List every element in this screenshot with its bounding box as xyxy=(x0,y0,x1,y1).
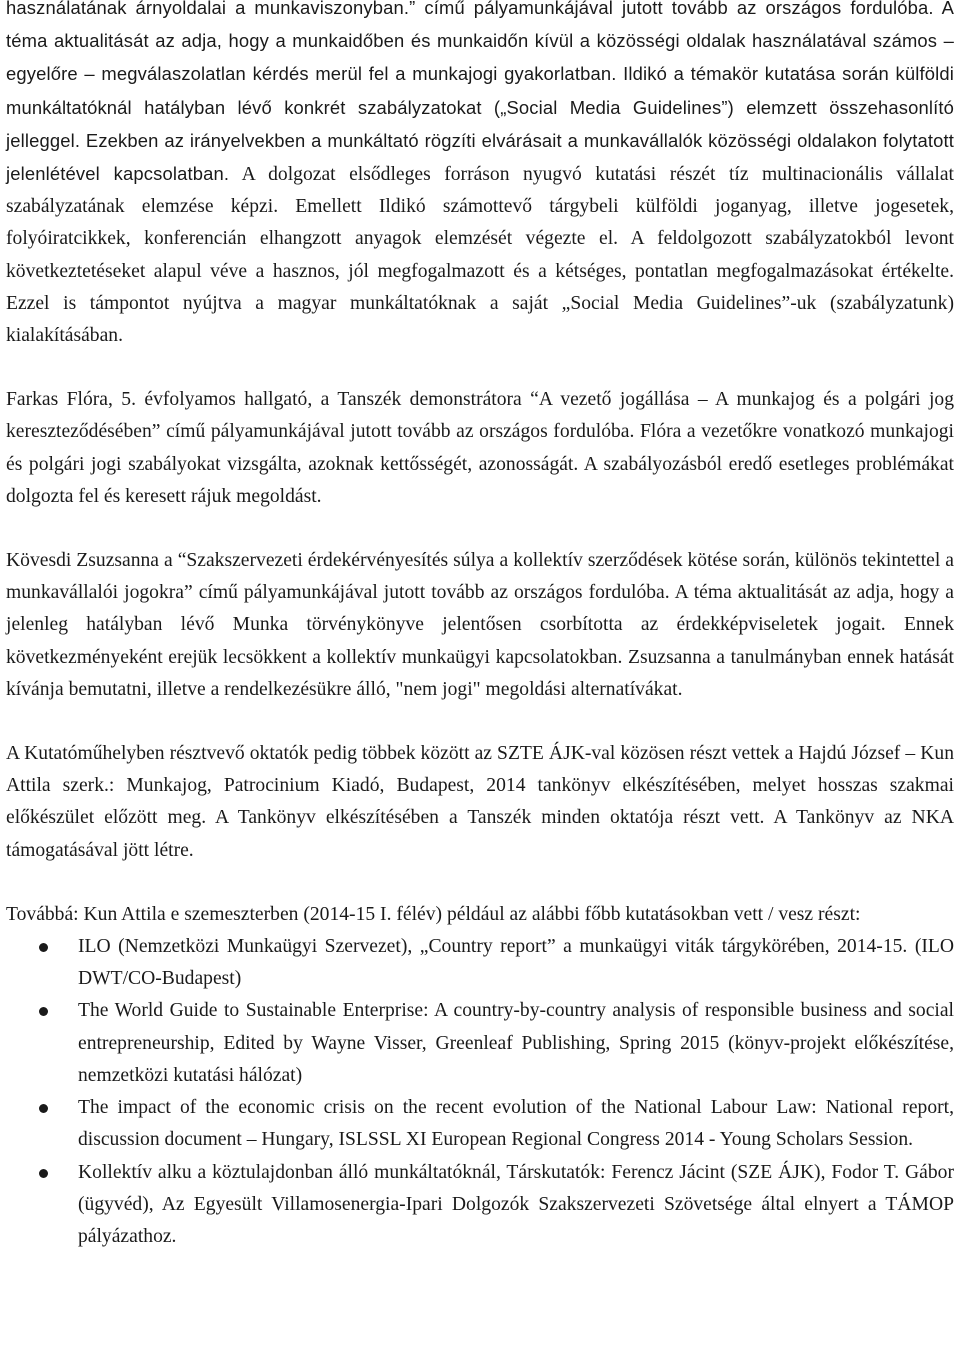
paragraph-kutatomuhely: A Kutatóműhelyben résztvevő oktatók pedig többek között az SZTE ÁJK-val közösen részt vettek a Hajdú József – Kun Attila szerk.: Munkajog, Patrocinium Kiadó, Budapest, 2014 tankönyv elkészítésében, melyet hosszas szakmai előkészület előzött meg. A Tankönyv elkészítésében a Tanszék minden oktatója részt vett. A Tankönyv az NKA támogatásával jött létre. xyxy=(6,743,954,861)
paragraph-kovesdi-zsuzsanna: Kövesdi Zsuzsanna a “Szakszervezeti érdekérvényesítés súlya a kollektív szerződések kötése során, különös tekintettel a munkavállalói jogokra” című pályamunkájával jutott tovább az országos fordulóba. A téma aktualitását az adja, hogy a jelenleg hatályban lévő Munka törvénykönyve jelentősen csorbította az érdekképviseletek jogait. Ennek következményeként erejük lecsökkent a kollektív munkaügyi kapcsolatokban. Zsuzsanna a tanulmányban ennek hatását kívánja bemutatni, illetve a rendelkezésükre álló, "nem jogi" megoldási alternatívákat. xyxy=(6,550,954,700)
paragraph-gap xyxy=(6,513,954,545)
list-item xyxy=(6,1092,954,1156)
bullet-icon xyxy=(39,1007,48,1016)
paragraph-ildiko xyxy=(6,0,954,352)
paragraph-gap xyxy=(6,352,954,384)
paragraph-ildiko-sans-part: használatának árnyoldalai a munkaviszonyban.” című pályamunkájával jutott tovább az országos fordulóba. A téma aktualitását az adja, hogy a munkaidőben és munkaidőn kívül a közösségi oldalak használatával számos – egyelőre – megválaszolatlan kérdés merül fel a munkajogi gyakorlatban. Ildikó a témakör kutatása során külföldi munkáltatóknál hatályban lévő konkrét szabályzatokat („Social Media Guidelines”) elemzett összehasonlító jelleggel. Ezekben az irányelvekben a munkáltató rögzíti elvárásait a munkavállalók közösségi oldalakon folytatott jelenlétével kapcsolatban. xyxy=(6,0,954,185)
list-item xyxy=(6,1157,954,1254)
paragraph-gap xyxy=(6,706,954,738)
paragraph-tovabba: Továbbá: Kun Attila e szemeszterben (2014-15 I. félév) például az alábbi főbb kutatásokban vett / vesz részt: xyxy=(6,903,861,925)
document-page xyxy=(6,0,954,1253)
bullet-icon xyxy=(39,943,48,952)
list-item-text: The impact of the economic crisis on the recent evolution of the National Labour Law: National report, discussion document – Hungary, ISLSSL XI European Regional Congress 2014 - Young Scholars Session. xyxy=(78,1097,954,1151)
research-bullet-list xyxy=(6,931,954,1253)
bullet-icon xyxy=(39,1104,48,1113)
paragraph-ildiko-serif-part: A dolgozat elsődleges forráson nyugvó kutatási részét tíz multinacionális vállalat szabályzatának elemzése képzi. Emellett Ildikó számottevő tárgybeli külföldi joganyag, illetve jogesetek, folyóiratcikkek, konferencián elhangzott anyagok elemzését végezte el. A feldolgozott szabályzatokból levont következtetéseket alapul véve a hasznos, jól megfogalmazott és a kétséges, pontatlan megfogalmazásokat értékelte. Ezzel is támpontot nyújtva a magyar munkáltatóknak a saját „Social Media Guidelines”-uk (szabályzatunk) kialakításában. xyxy=(6,164,954,347)
paragraph-gap xyxy=(6,867,954,899)
paragraph-farkas-flora: Farkas Flóra, 5. évfolyamos hallgató, a Tanszék demonstrátora “A vezető jogállása – A munkajog és a polgári jog kereszteződésében” című pályamunkájával jutott tovább az országos fordulóba. Flóra a vezetőkre vonatkozó munkajogi és polgári jogi szabályokat vizsgálta, azoknak kettősségét, azonosságát. A szabályozásból eredő esetleges problémákat dolgozta fel és keresett rájuk megoldást. xyxy=(6,389,954,507)
list-item-text: Kollektív alku a köztulajdonban álló munkáltatóknál, Társkutatók: Ferencz Jácint (SZE ÁJK), Fodor T. Gábor (ügyvéd), Az Egyesült Villamosenergia-Ipari Dolgozók Szakszervezeti Szövetsége által elnyert a TÁMOP pályázathoz. xyxy=(78,1161,954,1247)
list-item-text: ILO (Nemzetközi Munkaügyi Szervezet), „Country report” a munkaügyi viták tárgykörében, 2014-15. (ILO DWT/CO-Budapest) xyxy=(78,936,954,990)
list-item xyxy=(6,995,954,1092)
list-item xyxy=(6,931,954,995)
list-item-text: The World Guide to Sustainable Enterprise: A country-by-country analysis of responsible business and social entrepreneurship, Edited by Wayne Visser, Greenleaf Publishing, Spring 2015 (könyv-projekt előkészítése, nemzetközi kutatási hálózat) xyxy=(78,1000,954,1086)
bullet-icon xyxy=(39,1169,48,1178)
